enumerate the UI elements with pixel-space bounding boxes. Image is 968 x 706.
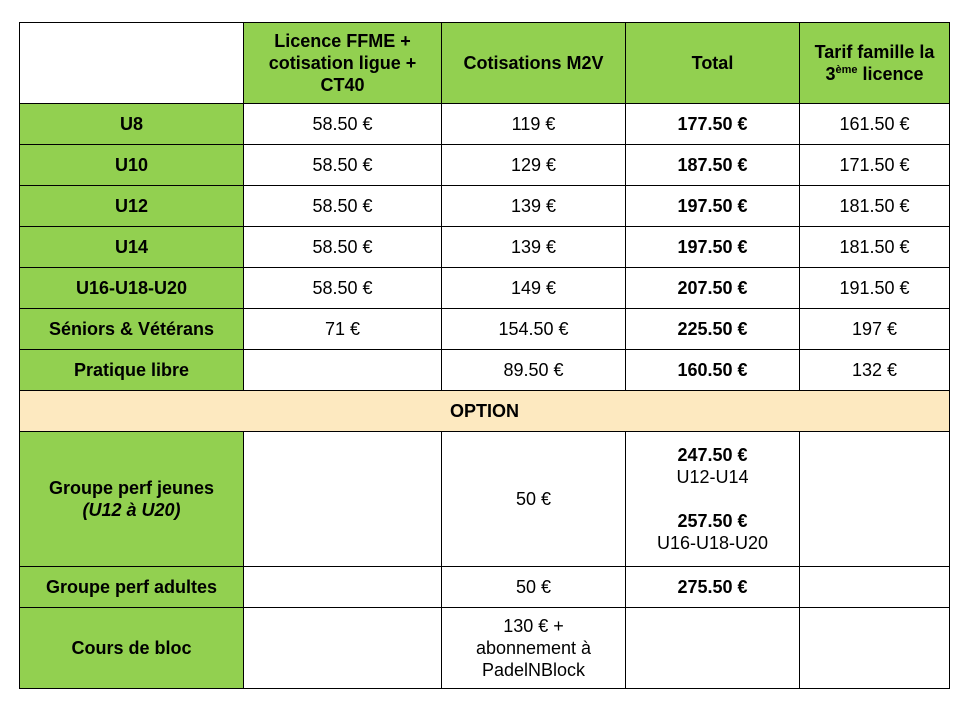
table-row-perf-jeunes — [20, 432, 950, 567]
famille-cell: 161.50 € — [800, 104, 950, 145]
row-label: U12 — [20, 186, 244, 227]
cotisation-cell: 89.50 € — [442, 350, 626, 391]
option-heading: OPTION — [20, 391, 950, 432]
licence-cell — [244, 567, 442, 608]
total-cell-perf-jeunes — [626, 432, 800, 567]
cotisation-cell: 139 € — [442, 227, 626, 268]
bloc-cotisation-line-2: abonnement à — [475, 638, 592, 658]
table-row — [20, 350, 950, 391]
licence-cell: 58.50 € — [244, 145, 442, 186]
perf-jeunes-label: Groupe perf jeunes — [48, 478, 215, 498]
header-tarif-famille-tail: licence — [857, 64, 924, 84]
perf-jeunes-total-1: 247.50 € — [677, 445, 748, 465]
corner-cell — [20, 23, 244, 104]
header-licence: Licence FFME + cotisation ligue + CT40 — [244, 23, 442, 104]
licence-cell: 71 € — [244, 309, 442, 350]
famille-cell: 181.50 € — [800, 227, 950, 268]
perf-jeunes-total-2: 257.50 € — [677, 511, 748, 531]
cotisation-cell: 119 € — [442, 104, 626, 145]
header-total: Total — [626, 23, 800, 104]
famille-cell — [800, 608, 950, 689]
bloc-cotisation-line-3: PadelNBlock — [481, 660, 586, 680]
header-tarif-famille-sup: ème — [835, 64, 858, 76]
total-cell: 160.50 € — [626, 350, 800, 391]
table-row — [20, 145, 950, 186]
cotisation-cell: 129 € — [442, 145, 626, 186]
cotisation-cell-bloc — [442, 608, 626, 689]
table-row-bloc — [20, 608, 950, 689]
total-cell: 225.50 € — [626, 309, 800, 350]
table-row — [20, 104, 950, 145]
famille-cell: 181.50 € — [800, 186, 950, 227]
header-row — [20, 23, 950, 104]
perf-jeunes-total-2-note: U16-U18-U20 — [656, 533, 769, 553]
cotisation-cell: 154.50 € — [442, 309, 626, 350]
cotisation-cell: 50 € — [442, 567, 626, 608]
table-row — [20, 227, 950, 268]
famille-cell: 191.50 € — [800, 268, 950, 309]
header-cotisation: Cotisations M2V — [442, 23, 626, 104]
total-cell: 197.50 € — [626, 227, 800, 268]
bloc-cotisation-line-1: 130 € + — [503, 616, 564, 636]
cotisation-cell: 149 € — [442, 268, 626, 309]
header-tarif-famille-text: Tarif famille la 3 — [814, 42, 935, 84]
licence-cell: 58.50 € — [244, 104, 442, 145]
row-label: U8 — [20, 104, 244, 145]
licence-cell — [244, 350, 442, 391]
total-cell: 197.50 € — [626, 186, 800, 227]
row-label: U16-U18-U20 — [20, 268, 244, 309]
licence-cell — [244, 432, 442, 567]
option-row — [20, 391, 950, 432]
total-cell: 275.50 € — [626, 567, 800, 608]
table-row — [20, 186, 950, 227]
table-row — [20, 268, 950, 309]
famille-cell: 171.50 € — [800, 145, 950, 186]
perf-jeunes-spacer — [630, 488, 795, 510]
total-cell: 207.50 € — [626, 268, 800, 309]
total-cell: 177.50 € — [626, 104, 800, 145]
licence-cell: 58.50 € — [244, 186, 442, 227]
famille-cell — [800, 432, 950, 567]
header-tarif-famille — [800, 23, 950, 104]
row-label-perf-adultes: Groupe perf adultes — [20, 567, 244, 608]
row-label: U10 — [20, 145, 244, 186]
pricing-table — [19, 22, 950, 689]
total-cell — [626, 608, 800, 689]
famille-cell: 197 € — [800, 309, 950, 350]
row-label-bloc: Cours de bloc — [20, 608, 244, 689]
perf-jeunes-sublabel: (U12 à U20) — [82, 500, 181, 520]
perf-jeunes-total-1-note: U12-U14 — [676, 467, 749, 487]
licence-cell — [244, 608, 442, 689]
licence-cell: 58.50 € — [244, 268, 442, 309]
famille-cell — [800, 567, 950, 608]
table-row-perf-adultes — [20, 567, 950, 608]
row-label: Séniors & Vétérans — [20, 309, 244, 350]
total-cell: 187.50 € — [626, 145, 800, 186]
famille-cell: 132 € — [800, 350, 950, 391]
cotisation-cell: 139 € — [442, 186, 626, 227]
row-label: Pratique libre — [20, 350, 244, 391]
table-row — [20, 309, 950, 350]
cotisation-cell: 50 € — [442, 432, 626, 567]
licence-cell: 58.50 € — [244, 227, 442, 268]
row-label-perf-jeunes — [20, 432, 244, 567]
row-label: U14 — [20, 227, 244, 268]
